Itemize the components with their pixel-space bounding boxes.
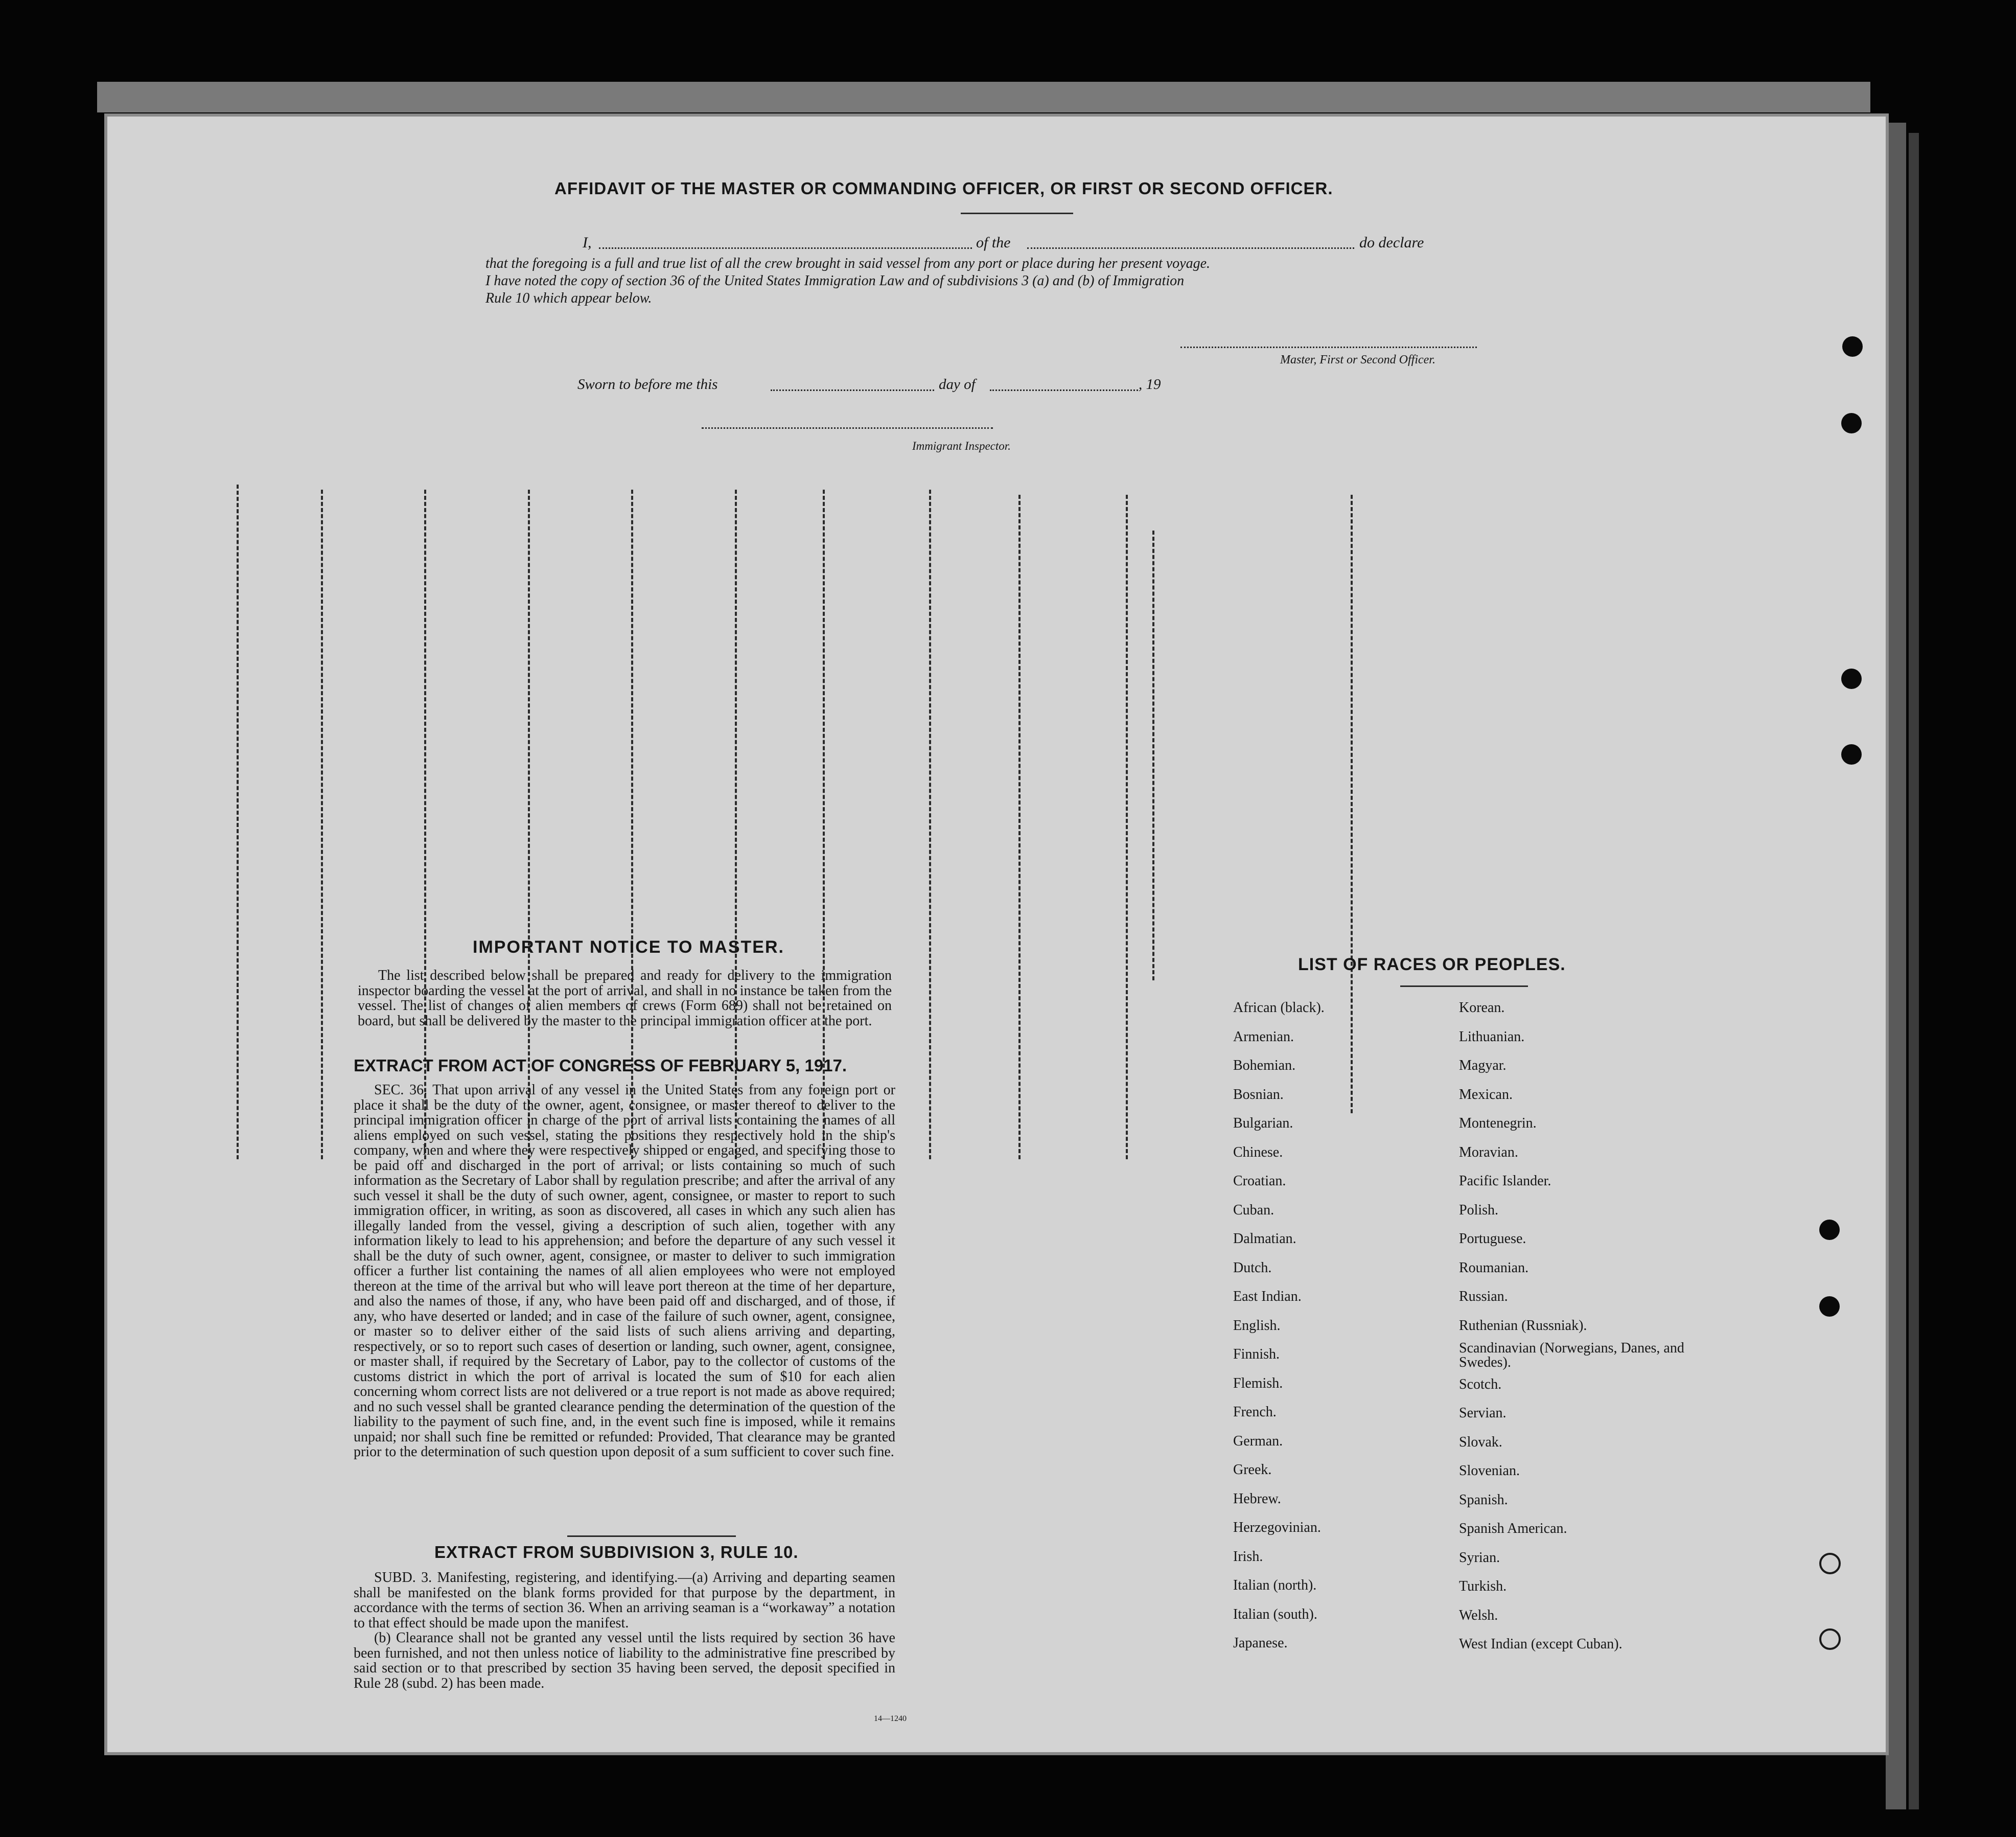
race-item: Slovak. [1459,1434,1502,1450]
binder-hole [1841,744,1862,765]
day-of-label: day of [939,376,976,393]
race-item: Dalmatian. [1233,1231,1296,1247]
race-item: Chinese. [1233,1144,1283,1160]
race-item: Syrian. [1459,1549,1500,1566]
races-heading-underline [1400,985,1528,987]
affidavit-title: AFFIDAVIT OF THE MASTER OR COMMANDING OFFICER, OR FIRST OR SECOND OFFICER. [554,179,1333,198]
page-edge [97,82,1870,112]
race-item: Polish. [1459,1202,1499,1218]
column-rule [929,490,931,1159]
race-item: Armenian. [1233,1028,1294,1045]
race-item: Portuguese. [1459,1231,1526,1247]
race-item: Herzegovinian. [1233,1520,1321,1535]
rule-heading: EXTRACT FROM SUBDIVISION 3, RULE 10. [434,1543,799,1562]
binder-hole [1819,1628,1841,1650]
race-item: Scandinavian (Norwegians, Danes, and Swedes). [1459,1340,1684,1370]
month-blank [990,389,1138,391]
page-edge [1886,123,1906,1809]
race-item: Servian. [1459,1405,1507,1421]
race-item: Moravian. [1459,1144,1518,1160]
master-signature-label: Master, First or Second Officer. [1280,353,1435,366]
race-item: Lithuanian. [1459,1028,1525,1045]
binder-hole [1841,669,1862,689]
race-item: West Indian (except Cuban). [1459,1636,1623,1652]
race-item: Italian (north). [1233,1577,1317,1593]
race-item: Russian. [1459,1289,1508,1304]
race-item: German. [1233,1433,1283,1449]
affidavit-line-3: Rule 10 which appear below. [485,290,652,306]
race-item: Pacific Islander. [1459,1173,1551,1189]
race-item: Dutch. [1233,1259,1272,1276]
race-item: Bosnian. [1233,1086,1284,1103]
race-item: East Indian. [1233,1289,1302,1304]
manifest-page [107,117,1886,1752]
column-rule [1018,495,1021,1159]
column-rule [1126,495,1128,1159]
races-heading: LIST OF RACES OR PEOPLES. [1298,955,1566,974]
vessel-blank [1027,247,1354,249]
column-rule [237,485,239,1159]
act-text: SEC. 36. That upon arrival of any vessel in the United States from any foreign port or place it shall be the duty of the owner, agent, consignee, or master thereof to deliver to the principal immigration officer in charge of the port of arrival lists containing the names of all aliens employed on such vessel, stating the positions they respectively hold in the ship's company, when and where they were respectively shipped or engaged, and specifying those to be paid off and discharged in the port of arrival; or lists containing so much of such information as the Secretary of Labor shall by regulation prescribe; and after the arrival of any such vessel it shall be the duty of such owner, agent, consignee, or master to report to such immigration officer, in writing, as soon as discovered, all cases in which any such alien has illegally landed from the vessel, giving a description of such alien, together with any information likely to lead to his apprehension; and before the departure of any such vessel it shall be the duty of such owner, agent, consignee, or master to deliver to such immigration officer a further list containing the names of all alien employees who were not employed thereon at the time of the arrival but who will leave port thereon at the time of her departure, and also the names of those, if any, who have been paid off and discharged, and of those, if any, who have deserted or landed; and in case of the failure of such owner, agent, consignee, or master so to deliver either of the said lists of such aliens arriving and departing, respectively, or so to report such cases of desertion or landing, such owner, agent, consignee, or master shall, if required by the Secretary of Labor, pay to the collector of customs of the customs district in which the port of arrival is located the sum of $10 for each alien concerning whom correct lists are not delivered or a true report is not made as above required; and no such vessel shall be granted clearance pending the determination of the question of the liability to the payment of such fine, and, in the event such fine is imposed, while it remains unpaid; nor shall such fine be remitted or refunded: Provided, That clearance may be granted prior to the determination of such question upon deposit of a sum sufficient to cover such fine. [354,1082,895,1460]
race-item: Irish. [1233,1548,1263,1565]
race-item: Montenegrin. [1459,1115,1537,1131]
race-item: Turkish. [1459,1578,1507,1594]
race-item: Ruthenian (Russniak). [1459,1317,1587,1334]
races-right-column [1459,994,1725,1659]
do-declare-label: do declare [1359,234,1424,251]
affidavit-line-1: that the foregoing is a full and true list of all the crew brought in said vessel from any port or place during her present voyage. [485,256,1211,271]
race-item: Japanese. [1233,1635,1288,1651]
race-item: Mexican. [1459,1086,1513,1103]
i-label: I, [583,234,592,251]
race-item: Cuban. [1233,1202,1275,1218]
master-signature-blank [1180,347,1477,348]
inspector-signature-blank [702,427,993,429]
race-item: Magyar. [1459,1058,1507,1073]
race-item: French. [1233,1404,1277,1420]
race-item: Bohemian. [1233,1058,1296,1073]
race-item: Italian (south). [1233,1606,1317,1622]
race-item: Finnish. [1233,1346,1280,1362]
race-item: Welsh. [1459,1607,1498,1623]
year-label: , 19 [1139,376,1161,393]
race-item: English. [1233,1317,1281,1334]
binder-hole [1842,336,1863,357]
race-item: Greek. [1233,1462,1272,1478]
race-item: Bulgarian. [1233,1115,1293,1131]
race-item: Korean. [1459,1000,1505,1016]
rule-heading-underline [567,1535,736,1537]
races-left-column [1233,994,1448,1658]
race-item: Croatian. [1233,1173,1286,1189]
binder-hole [1819,1553,1841,1574]
column-rule [1152,531,1154,980]
race-item: Slovenian. [1459,1463,1520,1479]
race-item: Roumanian. [1459,1259,1529,1276]
sworn-label: Sworn to before me this [577,376,718,393]
sworn-day-blank [771,389,934,391]
race-item: African (black). [1233,1000,1325,1016]
title-rule [961,213,1073,214]
inspector-label: Immigrant Inspector. [912,440,1011,452]
binder-hole [1819,1296,1840,1317]
page-edge [1909,133,1919,1809]
act-heading: EXTRACT FROM ACT OF CONGRESS OF FEBRUARY 5, 1917. [354,1056,847,1075]
column-rule [321,490,323,1159]
race-item: Scotch. [1459,1376,1502,1392]
form-number: 14—1240 [874,1714,907,1723]
affidavit-line-2: I have noted the copy of section 36 of the United States Immigration Law and of subdivisions 3 (a) and (b) of Immigration [485,273,1185,289]
of-the-label: of the [976,234,1011,251]
race-item: Flemish. [1233,1375,1283,1391]
binder-hole [1819,1220,1840,1240]
notice-text: The list described below shall be prepared and ready for delivery to the immigration inspector boarding the vessel at the port of arrival, and shall in no instance be taken from the vessel. The list of changes of alien members of crews (Form 689) shall not be retained on board, but shall be delivered by the master to the principal immigration officer at the port. [358,968,892,1029]
binder-hole [1841,413,1862,433]
name-blank [599,247,972,249]
notice-heading: IMPORTANT NOTICE TO MASTER. [473,937,784,957]
rule-text-a: SUBD. 3. Manifesting, registering, and identifying.—(a) Arriving and departing seamen shall be manifested on the blank forms provided for that purpose by the department, in accordance with the terms of section 36. When an arriving seaman is a “workaway” a notation to that effect should be made upon the manifest. [354,1570,895,1631]
race-item: Spanish American. [1459,1521,1567,1536]
race-item: Hebrew. [1233,1490,1281,1507]
rule-text-b: (b) Clearance shall not be granted any vessel until the lists required by section 36 have been furnished, and not then unless notice of liability to the administrative fine prescribed by said section or to that prescribed by section 35 having been served, the deposit specified in Rule 28 (subd. 2) has been made. [354,1630,895,1691]
race-item: Spanish. [1459,1491,1508,1508]
